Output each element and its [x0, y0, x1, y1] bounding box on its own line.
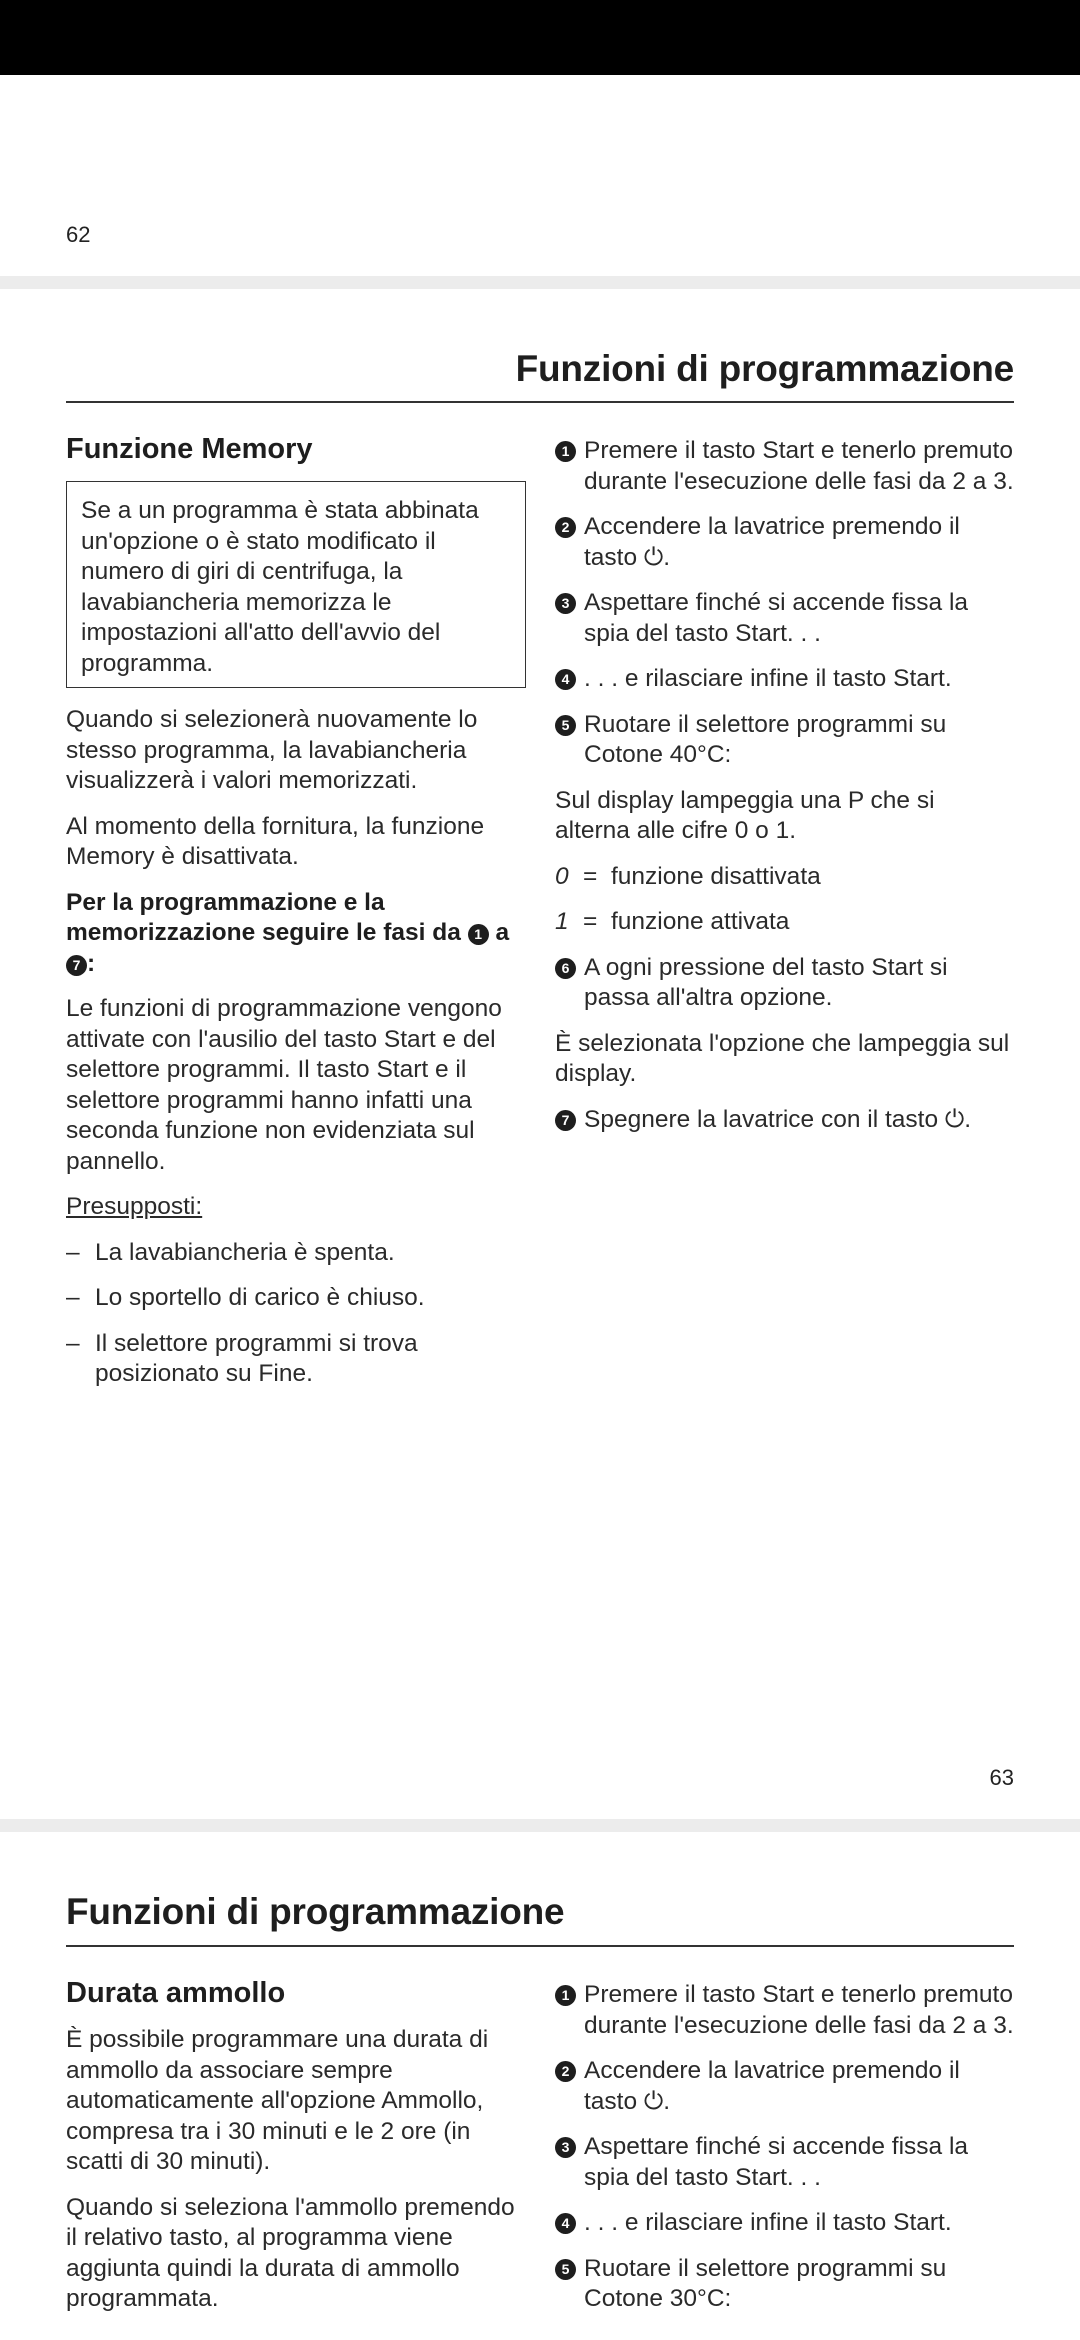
paragraph: Quando si selezionerà nuovamente lo stesso programma, la lavabiancheria visualizzerà i valori memorizzati. — [66, 706, 478, 794]
option-row: 0 = funzione disattivata — [555, 862, 821, 890]
list-item: – Lo sportello di carico è chiuso. — [66, 1284, 425, 1311]
page-separator — [0, 276, 1080, 289]
info-box — [66, 481, 526, 688]
step-item: 7 Spegnere la lavatrice con il tasto ⏻. — [555, 1105, 1015, 1136]
step-item: 3 Aspettare finché si accende fissa la spia del tasto Start. . . — [555, 588, 1015, 649]
step-number-icon: 2 — [555, 2061, 576, 2082]
step-item: 5 Ruotare il selettore programmi su Cotone 40°C: — [555, 710, 1015, 771]
page-separator — [0, 1819, 1080, 1832]
step-number-icon: 6 — [555, 958, 576, 979]
paragraph: Quando si seleziona l'ammollo premendo il relativo tasto, al programma viene aggiunta quindi la durata di ammollo programmata. — [66, 2193, 515, 2312]
left-column — [66, 432, 526, 1405]
step-number-icon: 7 — [555, 1110, 576, 1131]
step-item: 1 Premere il tasto Start e tenerlo premuto durante l'esecuzione delle fasi da 2 a 3. — [555, 436, 1015, 497]
status-bar — [0, 0, 1080, 75]
title-rule — [66, 1945, 1014, 1947]
step-number-icon: 3 — [555, 593, 576, 614]
step-number-icon: 1 — [468, 924, 489, 945]
step-number-icon: 5 — [555, 2259, 576, 2280]
page-number: 63 — [989, 1765, 1014, 1790]
left-column — [66, 1976, 526, 2330]
paragraph: È possibile programmare una durata di ammollo da associare sempre automaticamente all'opzione Ammollo, compresa tra i 30 minuti e le 2 ore (in scatti di 30 minuti). — [66, 2026, 489, 2175]
step-item: 6 A ogni pressione del tasto Start si passa all'altra opzione. — [555, 953, 1015, 1014]
prerequisites-label: Presupposti: — [66, 1193, 203, 1220]
paragraph: Sul display lampeggia una P che si alterna alle cifre 0 o 1. — [555, 786, 935, 844]
page-number: 62 — [66, 222, 91, 247]
page-title: Funzioni di programmazione — [515, 348, 1014, 389]
step-number-icon: 5 — [555, 715, 576, 736]
step-item: 2 Accendere la lavatrice premendo il tasto ⏻. — [555, 512, 1015, 573]
paragraph: Al momento della fornitura, la funzione Memory è disattivata. — [66, 812, 485, 870]
step-item: 1 Premere il tasto Start e tenerlo premuto durante l'esecuzione delle fasi da 2 a 3. — [555, 1980, 1015, 2041]
step-number-icon: 4 — [555, 669, 576, 690]
info-box-text: Se a un programma è stata abbinata un'opzione o è stato modificato il numero di giri di centrifuga, la lavabiancheria memorizza le impostazioni all'atto dell'avvio del programma. — [81, 497, 479, 677]
right-column — [555, 436, 1015, 1150]
step-number-icon: 2 — [555, 517, 576, 538]
step-item: 3 Aspettare finché si accende fissa la spia del tasto Start. . . — [555, 2132, 1015, 2193]
paragraph: Le funzioni di programmazione vengono attivate con l'ausilio del tasto Start e del selettore programmi. Il tasto Start e il selettore programmi hanno infatti una seconda funzione non evidenziata sul pannello. — [66, 995, 502, 1175]
list-item: – Il selettore programmi si trova posizionato su Fine. — [66, 1329, 418, 1387]
paragraph: È selezionata l'opzione che lampeggia sul display. — [555, 1029, 1010, 1087]
step-number-icon: 1 — [555, 1985, 576, 2006]
steps-heading: Per la programmazione e la memorizzazione seguire le fasi da 1 a 7 : — [66, 888, 510, 977]
option-row: 1 = funzione attivata — [555, 908, 790, 935]
step-item: 2 Accendere la lavatrice premendo il tasto ⏻. — [555, 2056, 1015, 2117]
step-number-icon: 1 — [555, 441, 576, 462]
step-number-icon: 4 — [555, 2213, 576, 2234]
step-item: 4 . . . e rilasciare infine il tasto Start. — [555, 2208, 1015, 2239]
step-number-icon: 3 — [555, 2137, 576, 2158]
section-heading: Funzione Memory — [66, 433, 313, 465]
list-item: – La lavabiancheria è spenta. — [66, 1238, 395, 1266]
step-item: 4 . . . e rilasciare infine il tasto Start. — [555, 664, 1015, 695]
right-column — [555, 1980, 1015, 2330]
step-item: 5 Ruotare il selettore programmi su Cotone 30°C: — [555, 2254, 1015, 2315]
section-heading: Durata ammollo — [66, 1977, 286, 2009]
title-rule — [66, 401, 1014, 403]
page-title: Funzioni di programmazione — [66, 1891, 565, 1932]
step-number-icon: 7 — [66, 955, 87, 976]
